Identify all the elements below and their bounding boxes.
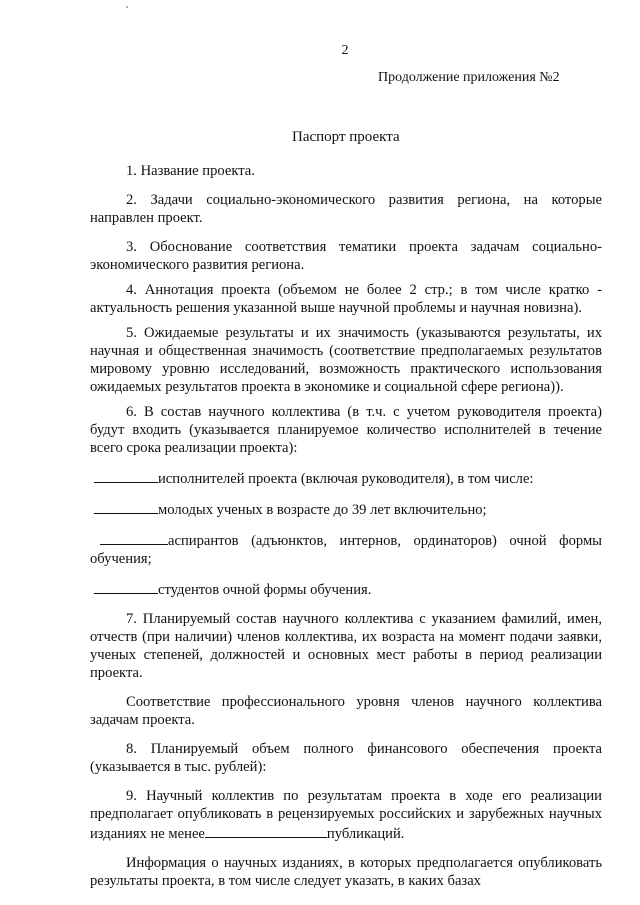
item-7-qualification-match: Соответствие профессионального уровня членов научного коллектива задачам проекта. — [90, 694, 602, 728]
item-5-expected-results: 5. Ожидаемые результаты и их значимость (указываются результаты, их научная и общественная значимость (соответствие предполагаемых результатов мировому уровню исследований, возможность практического использования ожидаемых результатов проекта в экономике и социальной сфере региона)). — [90, 325, 602, 395]
item-6b-text: молодых ученых в возрасте до 39 лет включительно; — [158, 502, 487, 518]
item-6a-text: исполнителей проекта (включая руководителя), в том числе: — [158, 471, 534, 487]
fill-in-blank[interactable] — [94, 468, 158, 483]
item-6c-text: аспирантов (адъюнктов, интернов, ординаторов) очной формы обучения; — [90, 533, 602, 567]
item-3-justification: 3. Обоснование соответствия тематики проекта задачам социально-экономического развития региона. — [90, 239, 602, 273]
item-4-annotation: 4. Аннотация проекта (объемом не более 2 стр.; в том числе кратко - актуальность решения указанной выше научной проблемы и научная новизна). — [90, 282, 602, 316]
item-6d-students — [90, 579, 602, 599]
item-10-journals-info: Информация о научных изданиях, в которых предполагается опубликовать результаты проекта, в том числе следует указать, в каких базах — [90, 855, 602, 889]
item-1-project-name: 1. Название проекта. — [126, 163, 255, 179]
fill-in-blank[interactable] — [205, 823, 327, 838]
appendix-continuation-label: Продолжение приложения №2 — [378, 70, 560, 85]
fill-in-blank[interactable] — [94, 579, 158, 594]
item-6b-young-scientists — [90, 499, 602, 519]
fill-in-blank[interactable] — [100, 530, 168, 545]
item-6a-executors — [90, 468, 602, 488]
item-9-text: 9. Научный коллектив по результатам проекта в ходе его реализации предполагает опубликовать в рецензируемых российских и зарубежных научных изданиях не менее — [90, 788, 602, 842]
document-title: Паспорт проекта — [292, 129, 400, 145]
page-number: 2 — [341, 43, 349, 58]
fill-in-blank[interactable] — [94, 499, 158, 514]
document-body — [90, 162, 602, 901]
item-6d-text: студентов очной формы обучения. — [158, 582, 372, 598]
item-8-funding-volume: 8. Планируемый объем полного финансового обеспечения проекта (указывается в тыс. рублей): — [90, 741, 602, 775]
item-9-suffix: публикаций. — [326, 826, 405, 842]
item-2-regional-tasks: 2. Задачи социально-экономического развития региона, на которые направлен проект. — [90, 192, 602, 226]
scan-speck — [126, 6, 128, 8]
item-6c-postgraduates — [90, 530, 602, 568]
item-7-team-members: 7. Планируемый состав научного коллектива с указанием фамилий, имен, отчеств (при наличии) членов коллектива, их возраста на момент подачи заявки, ученых степеней, должностей и основных мест работы в период реализации проекта. — [90, 611, 602, 681]
item-9-publications — [90, 787, 602, 843]
item-6-team-composition: 6. В состав научного коллектива (в т.ч. с учетом руководителя проекта) будут входить (указывается планируемое количество исполнителей в течение всего срока реализации проекта): — [90, 404, 602, 456]
